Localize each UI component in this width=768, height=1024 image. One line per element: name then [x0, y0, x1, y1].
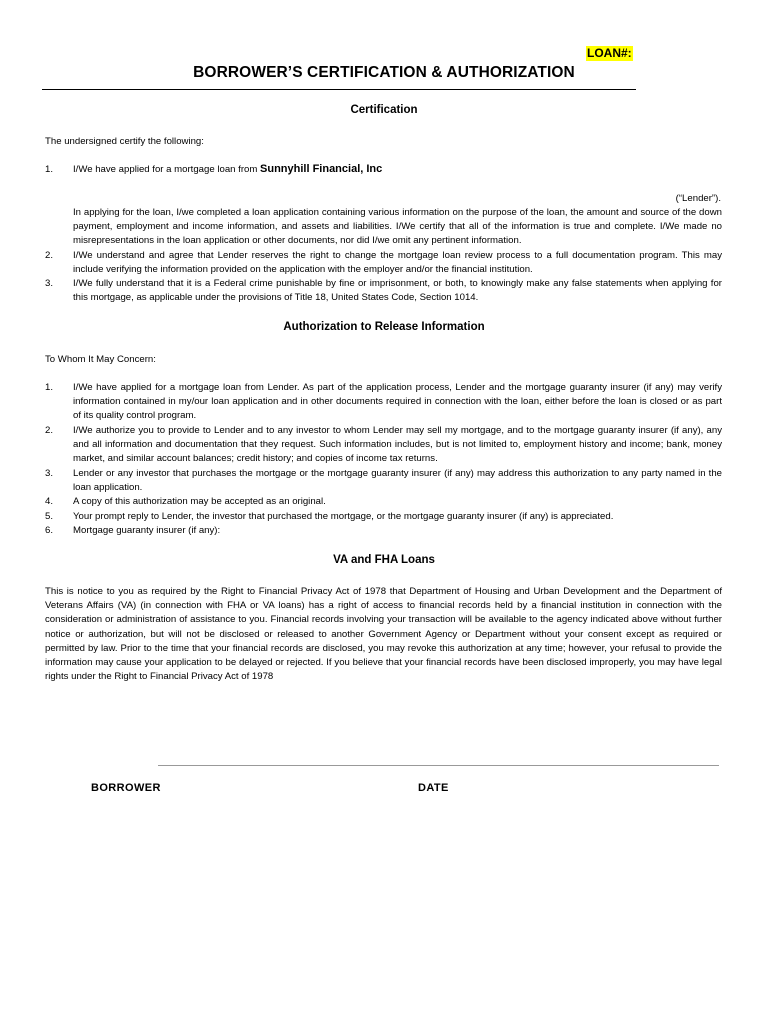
- certification-item-3-number: 3.: [45, 278, 54, 289]
- authorization-item-number: 3.: [45, 468, 54, 479]
- certification-item-1-lead: I/We have applied for a mortgage loan from: [73, 164, 261, 175]
- va-fha-notice: This is notice to you as required by the Right to Financial Privacy Act of 1978 that Department of Housing and Urban Development and the Department of Veterans Affairs (VA) (in connection with FHA or VA loans) has a right of access to financial records held by a financial institution in connection with the consideration or administration of assistance to you. Financial records involving your transaction will be available to the agency indicated above without further notice or authorization, but will not be disclosed or released to another Government Agency or Department without your consent except as required or permitted by law. Prior to the time that your financial records are disclosed, you may revoke this authorization at any time; however, your refusal to provide the information may cause your application to be delayed or rejected. If you believe that your financial records have been disclosed improperly, you may have legal rights under the Right to Financial Privacy Act of 1978: [45, 586, 722, 683]
- date-label: DATE: [418, 782, 449, 794]
- authorization-item-text: I/We have applied for a mortgage loan from Lender. As part of the application process, Lender and the mortgage guaranty insurer (if any) may verify information contained in my/our loan application and in other documents required in connection with the loan, either before the loan is closed or as part of its quality control program.: [73, 382, 722, 422]
- signature-line: [158, 765, 719, 766]
- authorization-item-text: Your prompt reply to Lender, the investor that purchased the mortgage, or the mortgage guaranty insurer (if any) is appreciated.: [73, 511, 614, 522]
- va-fha-heading: VA and FHA Loans: [333, 554, 435, 566]
- authorization-item-text: A copy of this authorization may be accepted as an original.: [73, 496, 326, 507]
- authorization-item-number: 5.: [45, 511, 54, 522]
- borrower-label: BORROWER: [91, 782, 161, 794]
- certification-item-2-text: I/We understand and agree that Lender reserves the right to change the mortgage loan review process to a full documentation program. This may include verifying the information provided on the application with the employer and/or the financial institution.: [73, 250, 722, 276]
- certification-heading: Certification: [350, 104, 418, 116]
- authorization-item-number: 6.: [45, 525, 54, 536]
- certification-item-1-text: [73, 162, 382, 177]
- authorization-item-number: 1.: [45, 382, 54, 393]
- title-divider: [42, 89, 636, 90]
- authorization-heading: Authorization to Release Information: [283, 321, 485, 333]
- authorization-item-number: 2.: [45, 425, 54, 436]
- certification-intro: The undersigned certify the following:: [45, 136, 204, 147]
- authorization-item-text: Lender or any investor that purchases the mortgage or the mortgage guaranty insurer (if any) may address this authorization to any party named in the loan application.: [73, 468, 722, 494]
- authorization-item-number: 4.: [45, 496, 54, 507]
- certification-item-2-number: 2.: [45, 250, 54, 261]
- authorization-item-text: I/We authorize you to provide to Lender and to any investor to whom Lender may sell my mortgage, and to the mortgage guaranty insurer (if any), any and all information and documentation that they request. Such information includes, but is not limited to, employment history and income; bank, money market, and similar account balances; credit history; and copies of income tax returns.: [73, 425, 722, 465]
- certification-item-1-number: 1.: [45, 164, 54, 175]
- authorization-item-text: Mortgage guaranty insurer (if any):: [73, 525, 221, 536]
- lender-designation: (“Lender”).: [675, 193, 721, 204]
- authorization-salutation: To Whom It May Concern:: [45, 354, 156, 365]
- certification-item-3-text: I/We fully understand that it is a Federal crime punishable by fine or imprisonment, or both, to knowingly make any false statements when applying for this mortgage, as applicable under the provisions of Title 18, United States Code, Section 1014.: [73, 278, 722, 304]
- lender-name: Sunnyhill Financial, Inc: [260, 163, 383, 175]
- certification-item-1-continuation: In applying for the loan, I/we completed a loan application containing various information on the purpose of the loan, the amount and source of the down payment, employment and income information, and assets and liabilities. I/We certify that all of the information is true and complete. I/We made no misrepresentations in the loan application or other documents, nor did I/we omit any pertinent information.: [73, 207, 722, 247]
- loan-number-label: LOAN#:: [587, 46, 632, 60]
- page-title: BORROWER’S CERTIFICATION & AUTHORIZATION: [193, 64, 575, 81]
